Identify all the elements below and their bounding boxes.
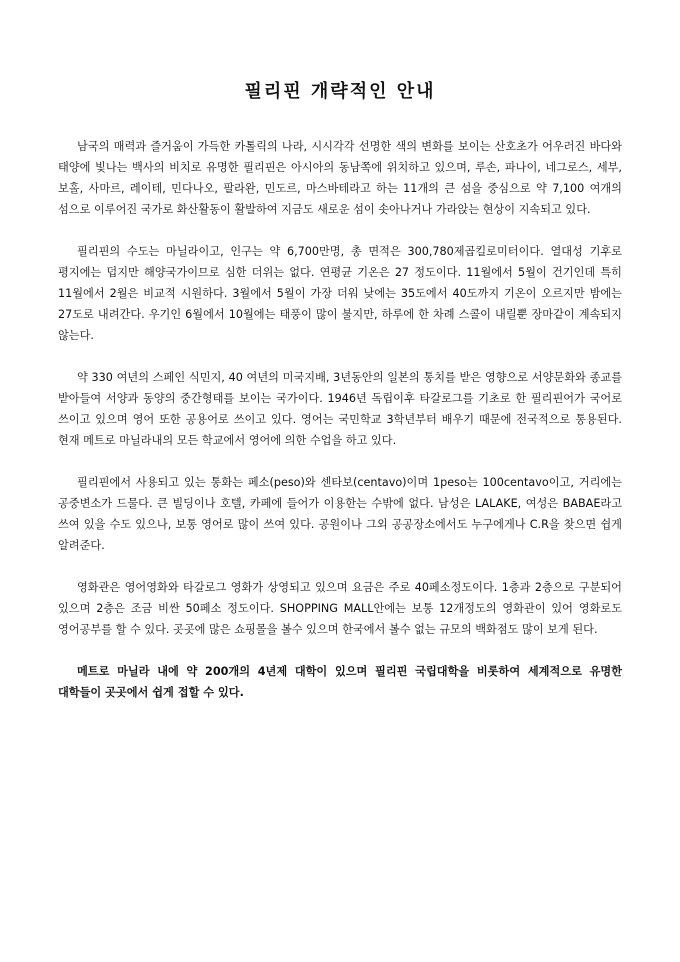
paragraph-cinema-shopping: 영화관은 영어영화와 타갈로그 영화가 상영되고 있으며 요금은 주로 40페소정도이다. 1층과 2층으로 구분되어 있으며 2층은 조금 비싼 50페소 정도이다. SHOPPING MALL안에는 보통 12개정도의 영화관이 있어 영화로도 영어공부를 할 수 있다. 곳곳에 많은 쇼핑몰을 볼수 있으며 한국에서 볼수 없는 규모의 백화점도 많이 보게 된다. bbox=[58, 581, 622, 636]
paragraph-universities: 메트로 마닐라 내에 약 200개의 4년제 대학이 있으며 필리핀 국립대학을 비롯하여 세계적으로 유명한 대학들이 곳곳에서 쉽게 접할 수 있다. bbox=[58, 665, 622, 699]
paragraph-history-language: 약 330 여년의 스페인 식민지, 40 여년의 미국지배, 3년동안의 일본의 통치를 받은 영향으로 서양문화와 종교를 받아들여 서양과 동양의 중간형태를 보이는 국가이다. 1946년 독립이후 타갈로그를 기초로 한 필리핀어가 국어로 쓰이고 있으며 영어 또한 공용어로 쓰이고 있다. 영어는 국민학교 3학년부터 배우기 때문에 전국적으로 통용된다. 현재 메트로 마닐라내의 모든 학교에서 영어에 의한 수업을 하고 있다. bbox=[58, 371, 622, 447]
paragraph-overview: 남국의 매력과 즐거움이 가득한 카톨릭의 나라, 시시각각 선명한 색의 변화를 보이는 산호초가 어우러진 바다와 태양에 빛나는 백사의 비치로 유명한 필리핀은 아시아의 동남쪽에 위치하고 있으며, 루손, 파나이, 네그로스, 세부, 보홀, 사마르, 레이테, 민다나오, 팔라완, 민도르, 마스바테라고 하는 11개의 큰 섬을 중심으로 약 7,100 여개의 섬으로 이루어진 국가로 화산활동이 활발하여 지금도 새로운 섬이 솟아나거나 가라앉는 현상이 지속되고 있다. bbox=[58, 140, 622, 216]
document-title: 필리핀 개략적인 안내 bbox=[244, 81, 436, 102]
paragraph-currency-facilities: 필리핀에서 사용되고 있는 통화는 페소(peso)와 센타보(centavo)이며 1peso는 100centavo이고, 거리에는 공중변소가 드물다. 큰 빌딩이나 호텔, 카페에 들어가 이용한는 수밖에 없다. 남성은 LALAKE, 여성은 BABAE라고 쓰여 있을 수도 있으나, 보통 영어로 많이 쓰여 있다. 공원이나 그외 공공장소에서도 누구에게나 C.R을 찾으면 쉽게 알려준다. bbox=[58, 476, 622, 552]
paragraph-capital-climate: 필리핀의 수도는 마닐라이고, 인구는 약 6,700만명, 총 면적은 300,780제곱킬로미터이다. 열대성 기후로 평지에는 덥지만 해양국가이므로 심한 더위는 없다. 연평균 기온은 27 정도이다. 11월에서 5월이 건기인데 특히 11월에서 2월은 비교적 시원하다. 3월에서 5월이 가장 더워 낮에는 35도에서 40도까지 기온이 오르지만 밤에는 27도로 내려간다. 우기인 6월에서 10월에는 태풍이 많이 불지만, 하루에 한 차례 스콜이 내릴뿐 장마같이 계속되지 않는다. bbox=[58, 245, 622, 342]
